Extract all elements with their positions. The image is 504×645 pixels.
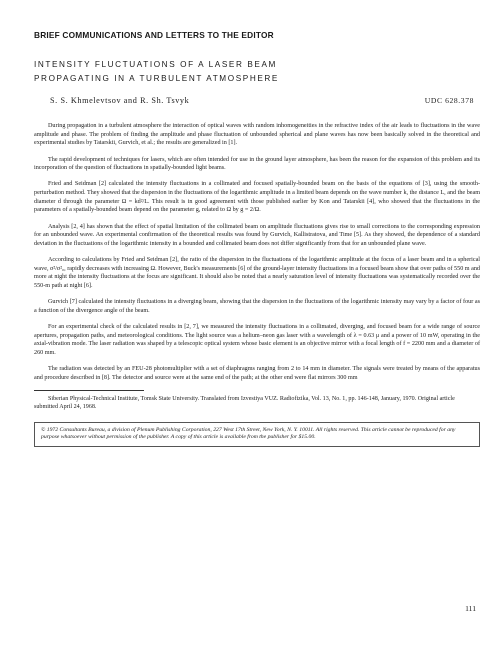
paragraph: Fried and Seidman [2] calculated the intensity fluctuations in a collimated and focused spatially-bounded beam on the basis of the equations of [3], using the smooth-perturbation method. They showed that the dispersion in the fluctuations of the logarithmic amplitude in a limited beam depends on the wave number k, the distance L, and the beam diameter d through the parameter Ω = kd²/L. This result is in good agreement with those published earlier by Kon and Tatarskii [4], who showed that the fluctuations in the parameters of a spatially-bounded beam depend on the parameter g, related to Ω by g = 2/Ω.: [34, 181, 480, 214]
copyright-notice: © 1972 Consultants Bureau, a division of Plenum Publishing Corporation, 227 West 17th Street, New York, N. Y. 10011. All rights reserved. This article cannot be reproduced for any purpose whatsoever without permission of the publisher. A copy of this article is available from the publisher for $15.00.: [34, 422, 480, 447]
title-line: INTENSITY FLUCTUATIONS OF A LASER BEAM: [34, 60, 277, 69]
paragraph: During propagation in a turbulent atmosphere the interaction of optical waves with random inhomogeneities in the refractive index of the air leads to fluctuations in the wave amplitude and phase. The problem of finding the amplitude and phase fluctuation of unbounded spherical and plane waves has now been basically solved in the theoretical and experimental studies by Tatarskii, Gurvich, et al.; the results are generalized in [1].: [34, 123, 480, 147]
section-heading: BRIEF COMMUNICATIONS AND LETTERS TO THE EDITOR: [34, 30, 274, 40]
authors: S. S. Khmelevtsov and R. Sh. Tsvyk: [50, 96, 190, 105]
article-title: [34, 58, 480, 86]
paragraph: The rapid development of techniques for lasers, which are often intended for use in the ground layer atmosphere, has been the reason for the expansion of this problem and its incorporation of the question of fluctuations in spatially-bounded light beams.: [34, 156, 480, 172]
article-page: [34, 30, 480, 447]
udc-code: UDC 628.378: [424, 96, 474, 105]
byline: [34, 96, 480, 108]
footnote: Siberian Physical-Technical Institute, Tomsk State University. Translated from Izvestiya VUZ. Radiofizika, Vol. 13, No. 1, pp. 146-148, January, 1970. Original article submitted April 24, 1968.: [34, 396, 455, 411]
paragraph: For an experimental check of the calculated results in [2, 7], we measured the intensity fluctuations in a collimated, diverging, and focused beam for a wide range of source apertures, propagation paths, and meteorological conditions. The light source was a helium–neon gas laser with a wavelength of λ = 0.63 μ and a power of 10 mW, operating in the axial-vibration mode. The laser radiation was shaped by a telescopic optical system whose basic element is an objective mirror with a focal length of f = 2200 mm and a diameter of 260 mm.: [34, 324, 480, 357]
paragraph: According to calculations by Fried and Seidman [2], the ratio of the dispersion in the fluctuations of the logarithmic amplitude at the focus of a laser beam and in a spherical wave, σ²/σ²₀, rapidly decreases with increasing Ω. However, Buck's measurements [6] of the ground-layer intensity fluctuations in a focused beam show that over paths of 550 m and more at night the intensity fluctuations at the focus are significant. It should also be noted that a nearly saturation level of intensity fluctuations was systematically recorded over the 550-m path at night [6].: [34, 257, 480, 290]
paragraph: The radiation was detected by an FEU-28 photomultiplier with a set of diaphragms ranging from 2 to 14 mm in diameter. The signals were treated by means of the apparatus and procedure described in [8]. The detector and source were at the same end of the path; at the other end were flat mirrors 300 mm: [34, 366, 480, 381]
paragraph: Gurvich [7] calculated the intensity fluctuations in a diverging beam, showing that the dispersion in the fluctuations of the logarithmic intensity may vary by a factor of four as a function of the divergence angle of the beam.: [34, 299, 480, 314]
title-line: PROPAGATING IN A TURBULENT ATMOSPHERE: [34, 74, 279, 83]
paragraph: Analysis [2, 4] has shown that the effect of spatial limitation of the collimated beam on amplitude fluctuations gives rise to small corrections to the corresponding expression for an unbounded wave. An experimental confirmation of the theoretical results was found by Gurvich, Kallistratova, and Time [5]. As they showed, the dependence of a standard deviation in the fluctuations of the logarithmic intensity in a bounded and collimated beam does not differ significantly from that for an unbounded plane wave.: [34, 223, 480, 247]
footnote-divider: [34, 390, 144, 391]
article-body: [34, 122, 480, 383]
page-number: 111: [465, 604, 476, 613]
